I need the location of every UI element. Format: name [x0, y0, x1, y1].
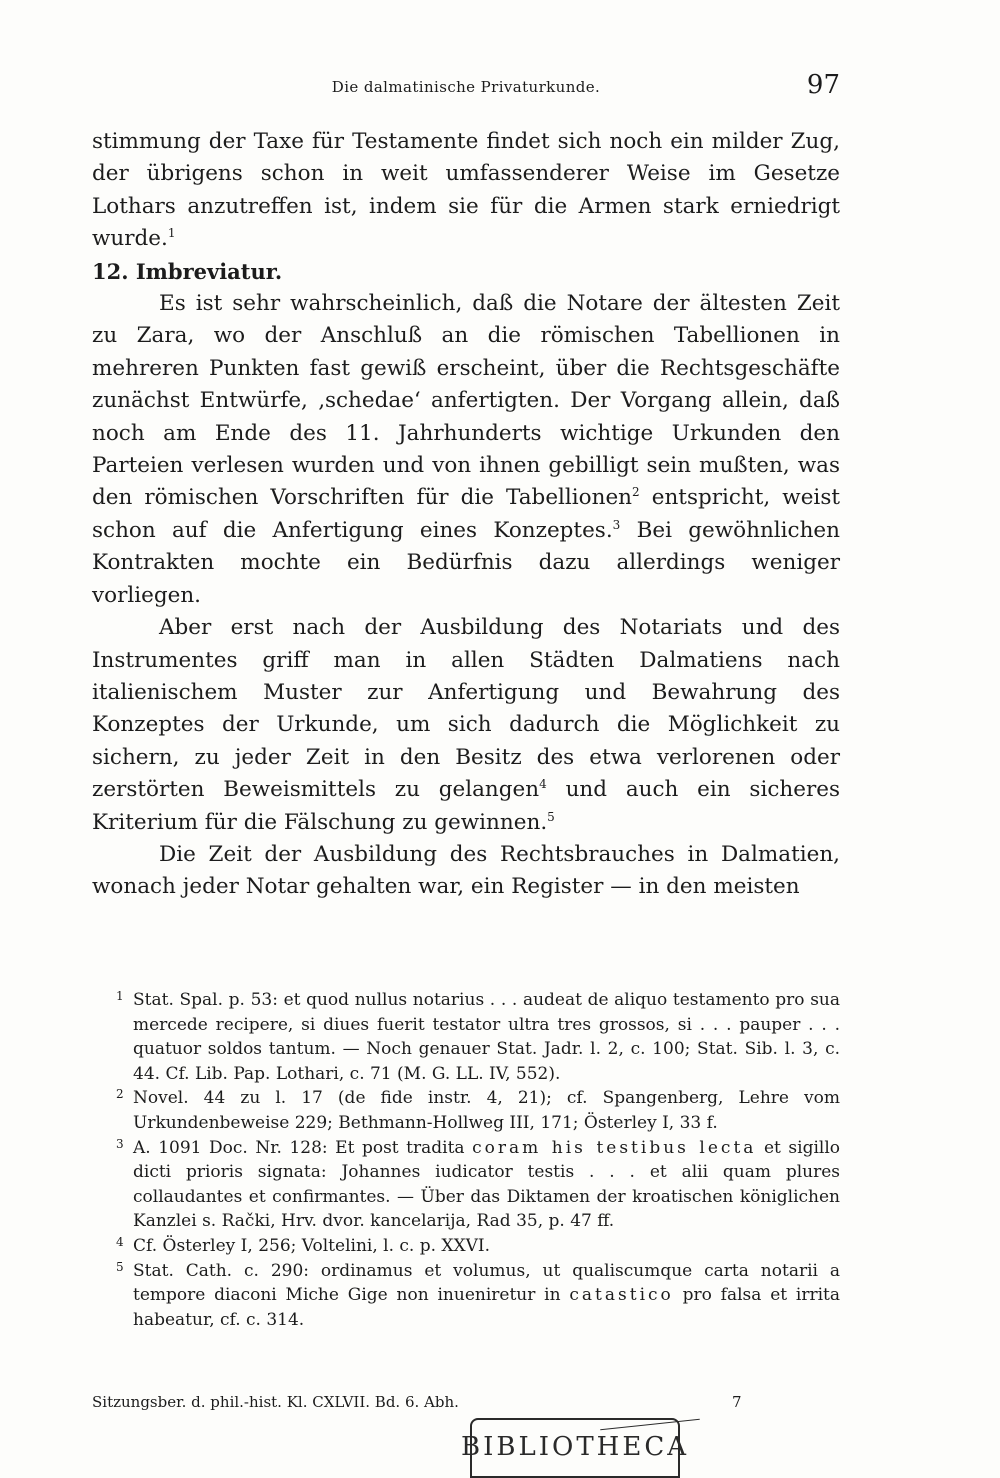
footnote-number: 1	[116, 989, 124, 1003]
section-heading: 12. Imbreviatur.	[92, 258, 283, 284]
footnote	[92, 988, 840, 1086]
paragraph	[92, 288, 840, 612]
page-number: 97	[806, 70, 840, 100]
paragraph-text: Es ist sehr wahrscheinlich, daß die Notare der ältesten Zeit zu Zara, wo der Anschluß an die römischen Tabellionen in mehreren Punkten fast gewiß erscheint, über die Rechtsgeschäfte zunächst Entwürfe, ‚schedae‘ anfertigten. Der Vorgang allein, daß noch am Ende des 11. Jahrhunderts wichtige Urkunden den Parteien verlesen wurden und von ihnen gebilligt sein mußten, was den römischen Vorschriften für die Tabellionen	[92, 291, 840, 511]
sheet-number: 7	[732, 1393, 742, 1411]
paragraph	[92, 612, 840, 839]
paragraph	[92, 839, 840, 904]
footnote-ref: 5	[547, 809, 555, 824]
footnote-text: Stat. Cath. c. 290: ordinamus et volumus, ut qualiscumque carta notarii a tempore diaconi Miche Gige non inueniretur in	[133, 1260, 840, 1306]
paragraph-text: entspricht, weist schon auf die Anfertigung eines Konzeptes.	[92, 485, 840, 543]
footnote-text: Cf. Österley I, 256; Voltelini, l. c. p. XXVI.	[133, 1235, 490, 1256]
main-text	[92, 126, 840, 904]
footnote-text: Novel. 44 zu l. 17 (de fide instr. 4, 21); cf. Spangenberg, Lehre vom Urkundenbeweise 229; Bethmann-Hollweg III, 171; Österley I, 33 f.	[133, 1088, 840, 1133]
footnote-number: 3	[116, 1136, 124, 1151]
footnote-text: A. 1091 Doc. Nr. 128: Et post tradita	[133, 1137, 473, 1158]
paragraph-text: Die Zeit der Ausbildung des Rechtsbrauches in Dalmatien, wonach jeder Notar gehalten war, ein Register — in den meisten	[92, 841, 840, 900]
stamp-text: BIBLIOTHECA	[461, 1432, 689, 1462]
footnote-ref: 4	[539, 776, 547, 791]
footnotes	[92, 988, 840, 1332]
footnote-number: 4	[116, 1234, 124, 1249]
signature-text: Sitzungsber. d. phil.-hist. Kl. CXLVII. Bd. 6. Abh.	[92, 1393, 459, 1411]
running-head	[92, 70, 840, 102]
footnote-ref: 3	[612, 517, 621, 532]
paragraph-text: stimmung der Taxe für Testamente findet sich noch ein milder Zug, der übrigens schon in weit umfassenderer Weise im Gesetze Lothars anzutreffen ist, indem sie für die Armen stark erniedrigt wurde.	[92, 129, 840, 252]
footnote-text: et sigillo dicti prioris signata: Johannes iudicator testis . . . et alii quam plures collaudantes et confirmantes. — Über das Diktamen der kroatischen königlichen Kanzlei s. Rački, Hrv. dvor. kancelarija, Rad 35, p. 47 ff.	[133, 1137, 840, 1232]
footnote-ref: 2	[632, 485, 640, 500]
paragraph-text: Aber erst nach der Ausbildung des Notariats und des Instrumentes griff man in allen Städten Dalmatiens nach italienischem Muster zur Anfertigung und Bewahrung des Konzeptes der Urkunde, um sich dadurch die Möglichkeit zu sichern, zu jeder Zeit in den Besitz des etwa verlorenen oder zerstörten Beweismittels zu gelangen	[92, 615, 840, 803]
footnote-number: 5	[116, 1259, 124, 1274]
paragraph-text: und auch ein sicheres Kriterium für die Fälschung zu gewinnen.	[92, 777, 840, 835]
footnote-emphasis: coram his testibus lecta	[472, 1137, 757, 1158]
footnote-text: pro falsa et irrita habeatur, cf. c. 314.	[133, 1285, 840, 1330]
footnote	[92, 1136, 840, 1234]
footnote-emphasis: catastico	[569, 1285, 674, 1306]
running-title: Die dalmatinische Privaturkunde.	[331, 78, 601, 96]
library-stamp	[461, 1418, 689, 1478]
footnote	[92, 1234, 840, 1259]
footnote-text: Stat. Spal. p. 53: et quod nullus notarius . . . audeat de aliquo testamento pro sua mercede recipere, si diues fuerit testator ultra tres grossos, si . . . pauper . . . quatuor soldos tantum. — Noch genauer Stat. Jadr. l. 2, c. 100; Stat. Sib. l. 3, c. 44. Cf. Lib. Pap. Lothari, c. 71 (M. G. LL. IV, 552).	[133, 990, 840, 1084]
footnote	[92, 1086, 840, 1135]
paragraph-text: Bei gewöhnlichen Kontrakten mochte ein Bedürfnis dazu allerdings weniger vorliegen.	[92, 517, 840, 608]
footnote	[92, 1259, 840, 1333]
footnote-ref: 1	[167, 226, 176, 241]
footnote-number: 2	[116, 1087, 124, 1102]
paragraph-continuation	[92, 126, 840, 256]
